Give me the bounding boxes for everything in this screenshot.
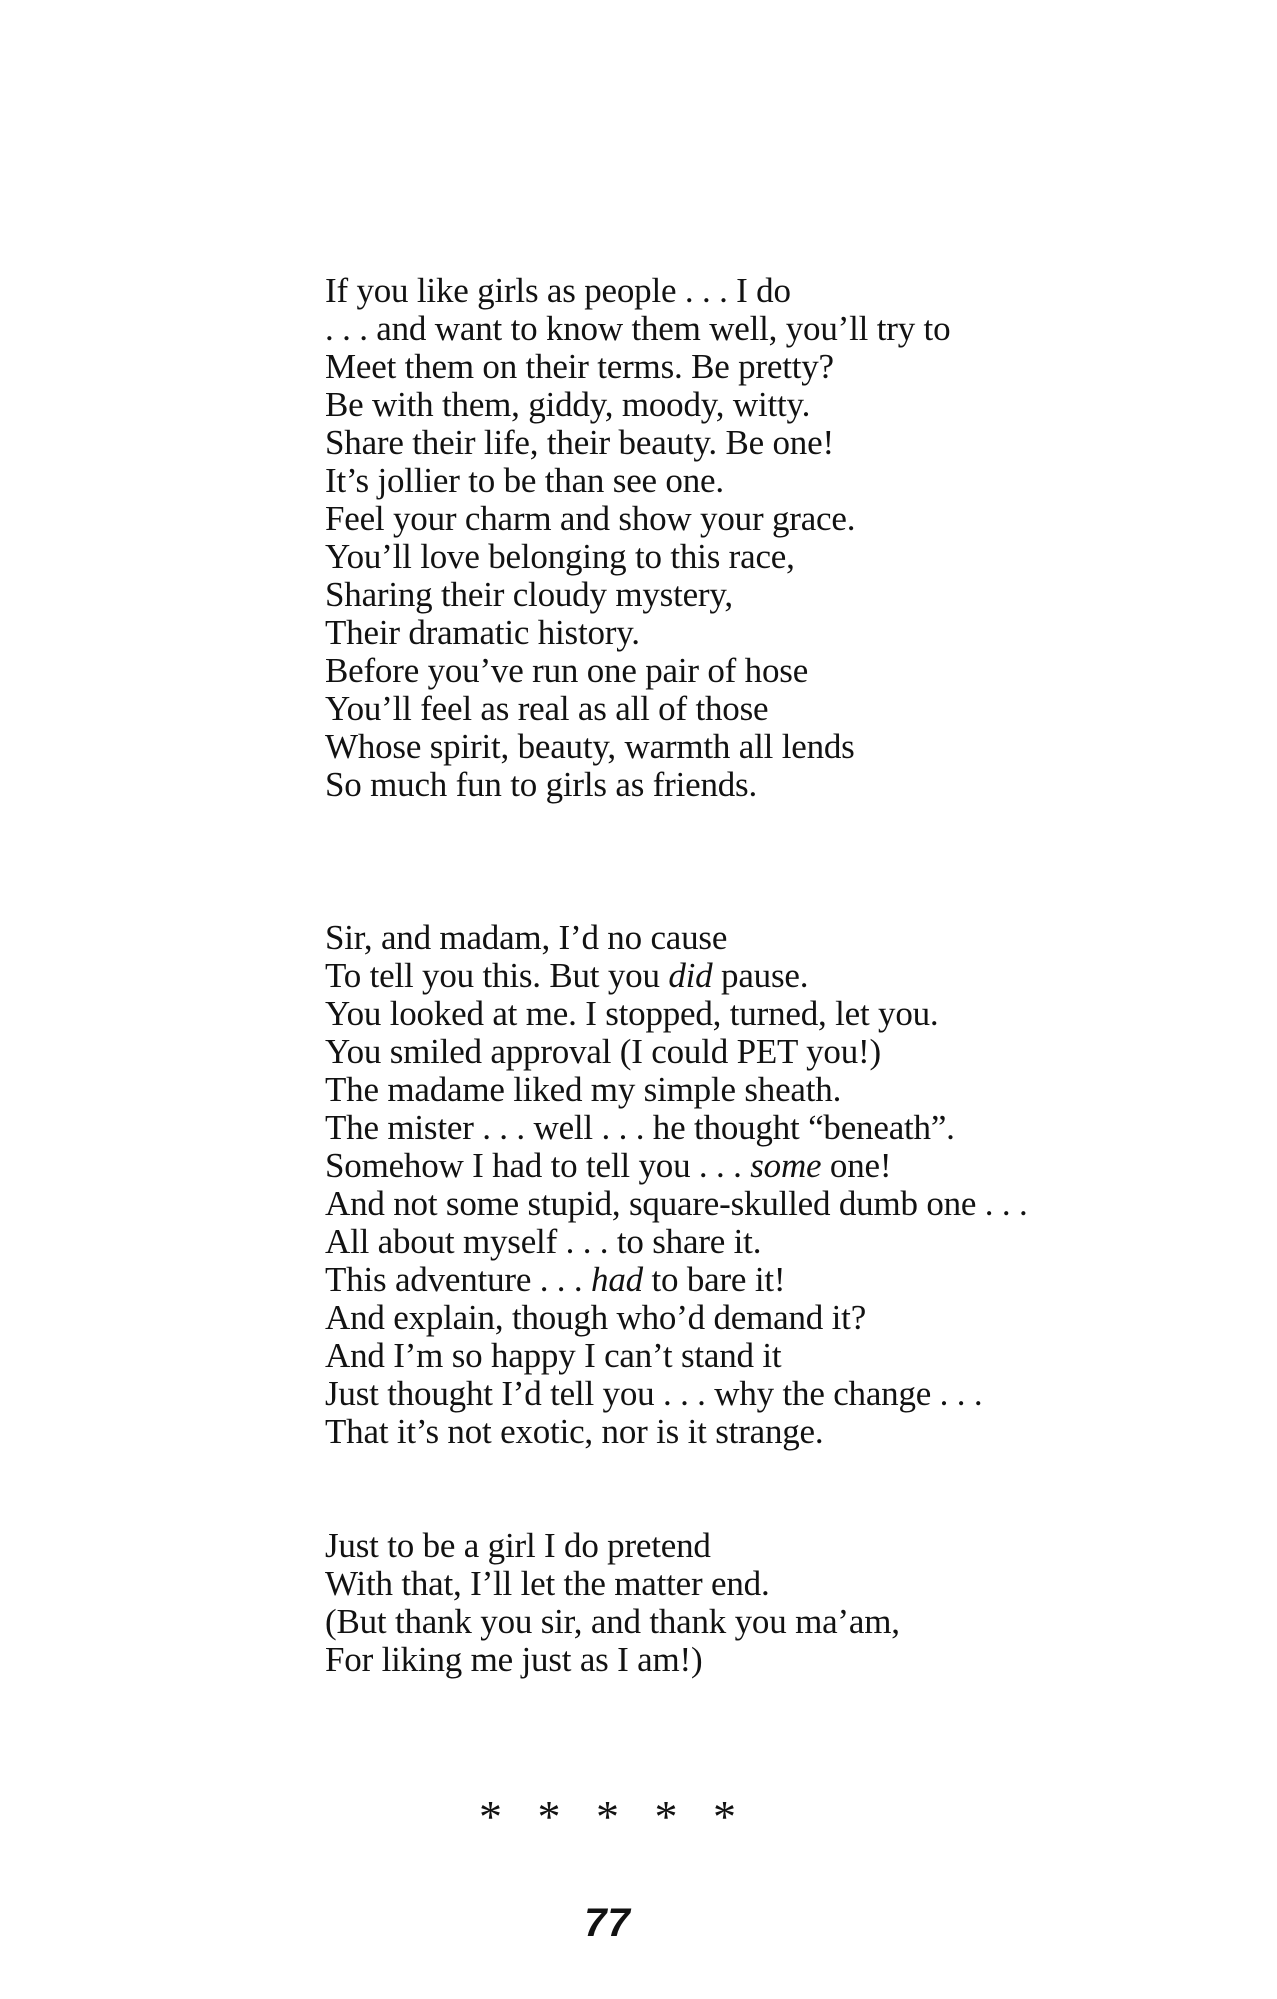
- poem-text: So much fun to girls as friends.: [325, 765, 758, 804]
- poem-text: . . . and want to know them well, you’ll try to: [325, 309, 951, 348]
- poem-line: [325, 424, 1045, 462]
- poem-text: All about myself . . . to share it.: [325, 1222, 762, 1261]
- poem-text: And I’m so happy I can’t stand it: [325, 1336, 782, 1375]
- poem-line: [325, 1109, 1045, 1147]
- poem-text: Share their life, their beauty. Be one!: [325, 423, 834, 462]
- poem-line: [325, 1185, 1045, 1223]
- poem-text: Feel your charm and show your grace.: [325, 499, 856, 538]
- poem-text: Just to be a girl I do pretend: [325, 1526, 711, 1565]
- poem-line: [325, 1147, 1045, 1185]
- poem-text: You’ll feel as real as all of those: [325, 689, 769, 728]
- poem-text: to bare it!: [642, 1260, 786, 1299]
- poem-line: [325, 1641, 1045, 1679]
- poem-line: [325, 690, 1045, 728]
- italic-word: did: [668, 956, 713, 995]
- italic-word: some: [750, 1146, 822, 1185]
- poem-line: [325, 500, 1045, 538]
- italic-word: had: [591, 1260, 643, 1299]
- poem-text: You looked at me. I stopped, turned, let you.: [325, 994, 939, 1033]
- poem-line: [325, 272, 1045, 310]
- poem-text: Somehow I had to tell you . . .: [325, 1146, 751, 1185]
- poem-line: [325, 1337, 1045, 1375]
- poem-line: [325, 1413, 1045, 1451]
- poem-text: one!: [821, 1146, 892, 1185]
- poem-line: [325, 1603, 1045, 1641]
- poem-text: Whose spirit, beauty, warmth all lends: [325, 727, 855, 766]
- poem-text: And explain, though who’d demand it?: [325, 1298, 867, 1337]
- poem-line: [325, 310, 1045, 348]
- poem-text: That it’s not exotic, nor is it strange.: [325, 1412, 824, 1451]
- poem-line: [325, 462, 1045, 500]
- poem-text: Before you’ve run one pair of hose: [325, 651, 809, 690]
- poem-line: [325, 1375, 1045, 1413]
- poem-text: The madame liked my simple sheath.: [325, 1070, 842, 1109]
- poem-line: [325, 538, 1045, 576]
- poem-line: [325, 614, 1045, 652]
- poem-text: Meet them on their terms. Be pretty?: [325, 347, 834, 386]
- poem-line: [325, 728, 1045, 766]
- poem-text: Be with them, giddy, moody, witty.: [325, 385, 811, 424]
- poem-text: (But thank you sir, and thank you ma’am,: [325, 1602, 900, 1641]
- poem-text: This adventure . . .: [325, 1260, 592, 1299]
- poem-text: For liking me just as I am!): [325, 1640, 703, 1679]
- poem-stanza-3: [325, 1527, 1045, 1679]
- poem-line: [325, 1033, 1045, 1071]
- poem-line: [325, 1527, 1045, 1565]
- poem-text: Sir, and madam, I’d no cause: [325, 918, 728, 957]
- poem-text: The mister . . . well . . . he thought “beneath”.: [325, 1108, 955, 1147]
- poem-line: [325, 957, 1045, 995]
- poem-line: [325, 995, 1045, 1033]
- poem-line: [325, 919, 1045, 957]
- poem-stanza-1: [325, 272, 1045, 804]
- poem-text: If you like girls as people . . . I do: [325, 271, 791, 310]
- poem-line: [325, 1261, 1045, 1299]
- page-number: 77: [584, 1901, 631, 1945]
- poem-text: You’ll love belonging to this race,: [325, 537, 795, 576]
- poem-line: [325, 1071, 1045, 1109]
- poem-text: pause.: [712, 956, 809, 995]
- poem-line: [325, 348, 1045, 386]
- poem-text: And not some stupid, square-skulled dumb one . . .: [325, 1184, 1028, 1223]
- poem-line: [325, 576, 1045, 614]
- poem-line: [325, 386, 1045, 424]
- poem-text: To tell you this. But you: [325, 956, 669, 995]
- poem-text: Sharing their cloudy mystery,: [325, 575, 733, 614]
- poem-line: [325, 766, 1045, 804]
- poem-text: With that, I’ll let the matter end.: [325, 1564, 770, 1603]
- poem-line: [325, 1299, 1045, 1337]
- poem-line: [325, 1223, 1045, 1261]
- section-separator: * * * * *: [479, 1791, 736, 1842]
- poem-line: [325, 1565, 1045, 1603]
- poem-text: It’s jollier to be than see one.: [325, 461, 724, 500]
- poem-stanza-2: [325, 919, 1045, 1451]
- poem-text: Just thought I’d tell you . . . why the change . . .: [325, 1374, 983, 1413]
- poem-text: Their dramatic history.: [325, 613, 640, 652]
- poem-line: [325, 652, 1045, 690]
- poem-text: You smiled approval (I could PET you!): [325, 1032, 881, 1071]
